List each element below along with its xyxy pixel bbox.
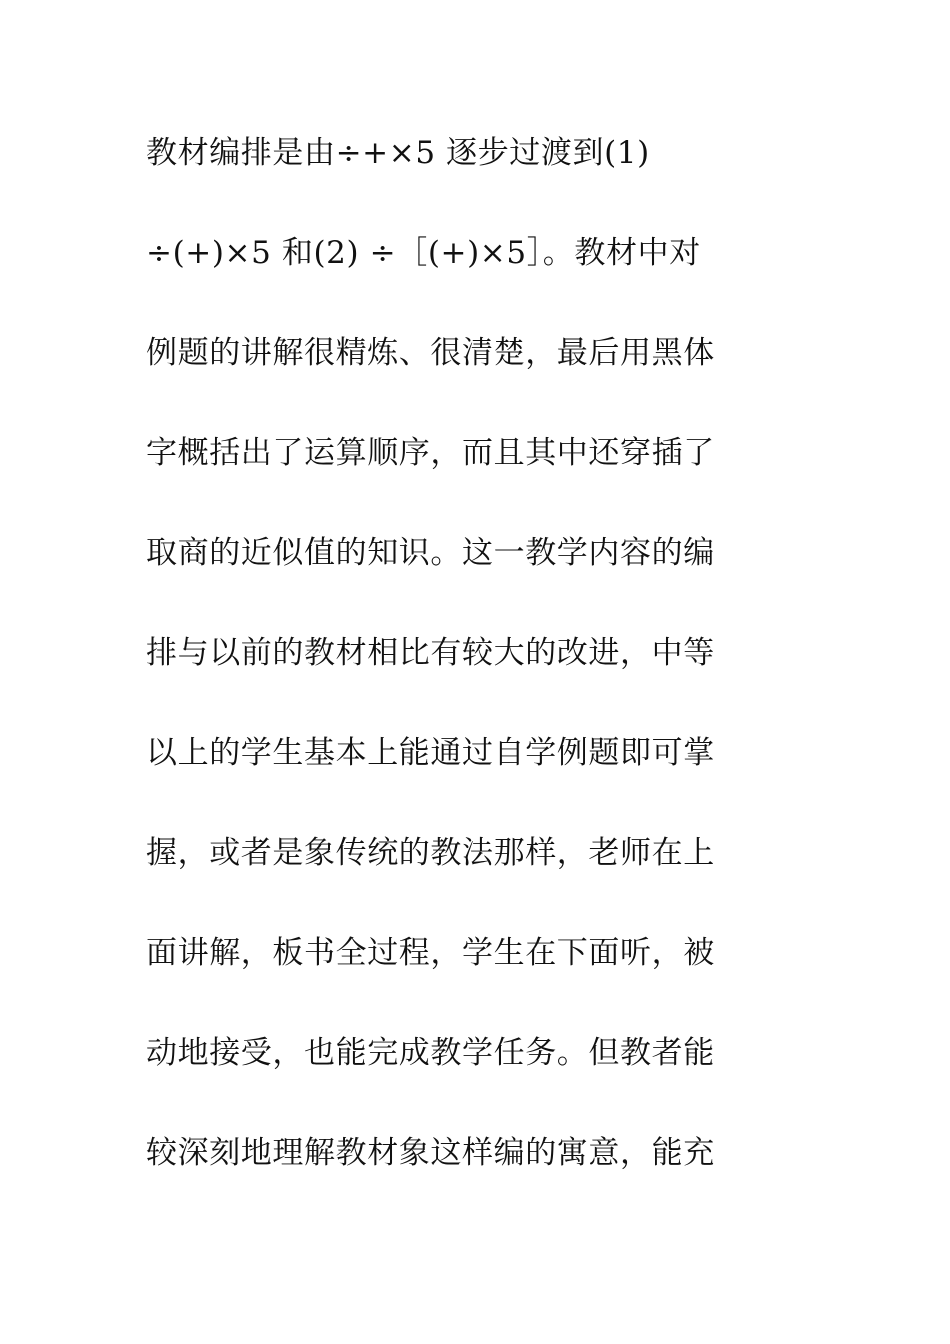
text-line: 字概括出了运算顺序，而且其中还穿插了 [146, 435, 715, 471]
text-line: 面讲解，板书全过程，学生在下面听，被 [146, 935, 715, 971]
text-line: 握，或者是象传统的教法那样，老师在上 [146, 835, 715, 871]
text-line: 排与以前的教材相比有较大的改进，中等 [146, 635, 715, 671]
text-line: 例题的讲解很精炼、很清楚，最后用黑体 [146, 335, 715, 371]
text-line: 动地接受，也能完成教学任务。但教者能 [146, 1035, 715, 1071]
text-line: 较深刻地理解教材象这样编的寓意，能充 [146, 1135, 715, 1171]
text-line: 教材编排是由÷+×5 逐步过渡到(1) [146, 135, 650, 171]
text-line: 以上的学生基本上能通过自学例题即可掌 [146, 735, 715, 771]
body-text [146, 128, 806, 1228]
text-line: ÷(+)×5 和(2) ÷［(+)×5］。教材中对 [146, 235, 701, 271]
text-line: 取商的近似值的知识。这一教学内容的编 [146, 535, 715, 571]
